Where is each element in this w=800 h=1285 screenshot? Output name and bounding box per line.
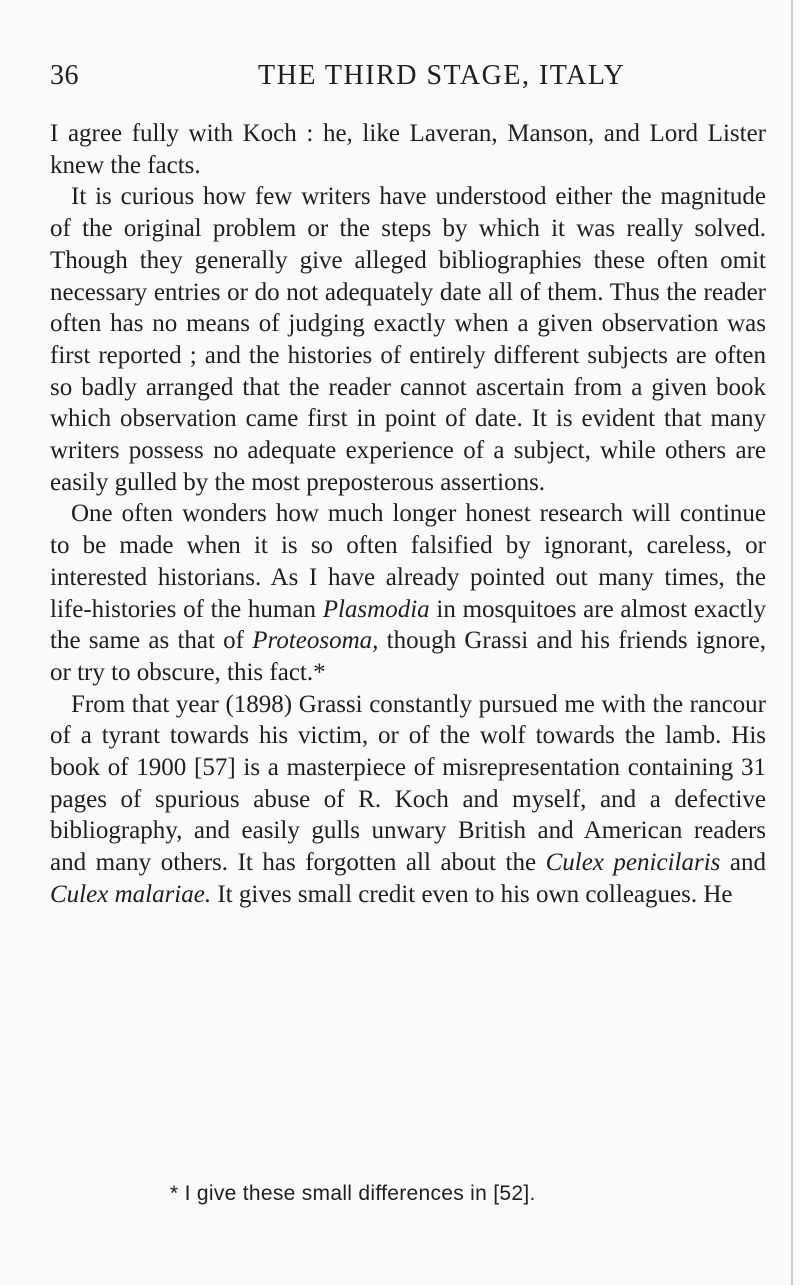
paragraph-3-text-a: One often wonders how much longer honest research will continue to be made when it is so often falsified by ignorant, careless, or interested historians. As I have already pointed out many times, the life-histories of the human bbox=[50, 500, 766, 623]
footnote: * I give these small differences in [52]. bbox=[170, 1182, 536, 1205]
paragraph-4-text-a: From that year (1898) Grassi constantly pursued me with the rancour of a tyrant towards his victim, or of the wolf towards the lamb. His book of 1900 [57] is a masterpiece of misrepresentation containing 31 pages of spurious abuse of R. Koch and myself, and a defective bibliography, and easily gulls unwary British and American readers and many others. It has forgotten all about the bbox=[50, 690, 766, 877]
paragraph-1 bbox=[50, 118, 766, 181]
paragraph-1-text: I agree fully with Koch : he, like Laveran, Manson, and Lord Lister knew the facts. bbox=[50, 120, 766, 179]
italic-proteosoma: Proteosoma, bbox=[252, 627, 379, 655]
paragraph-4 bbox=[50, 689, 766, 911]
running-head: THE THIRD STAGE, ITALY bbox=[258, 60, 626, 91]
page-header bbox=[50, 60, 750, 100]
page-number: 36 bbox=[50, 60, 79, 91]
page-edge-shadow bbox=[791, 0, 793, 1285]
paragraph-2 bbox=[50, 181, 766, 498]
italic-culex-penicilaris: Culex penicilaris bbox=[545, 849, 721, 877]
paragraph-2-text: It is curious how few writers have understood either the magnitude of the original problem or the steps by which it was really solved. Though they generally give alleged bibliographies these often omit necessary entries or do not adequately date all of them. Thus the reader often has no means of judging exactly when a given observation was first reported ; and the histories of entirely different subjects are often so badly arranged that the reader cannot ascertain from a given book which observation came first in point of date. It is evident that many writers possess no adequate experience of a subject, while others are easily gulled by the most preposterous assertions. bbox=[50, 183, 766, 496]
paragraph-4-text-e: It gives small credit even to his own colleagues. He bbox=[211, 880, 733, 908]
italic-culex-malariae: Culex malariae. bbox=[50, 880, 212, 908]
paragraph-3-text-e: though Grassi and his friends ignore, or try to obscure, this fact.* bbox=[50, 627, 766, 686]
italic-plasmodia: Plasmodia bbox=[322, 595, 430, 623]
body-text bbox=[50, 118, 766, 911]
paragraph-3-text-c: in mosquitoes are almost exactly the same as that of bbox=[50, 595, 767, 655]
paragraph-4-text-c: and bbox=[720, 849, 766, 877]
paragraph-3 bbox=[50, 498, 766, 688]
